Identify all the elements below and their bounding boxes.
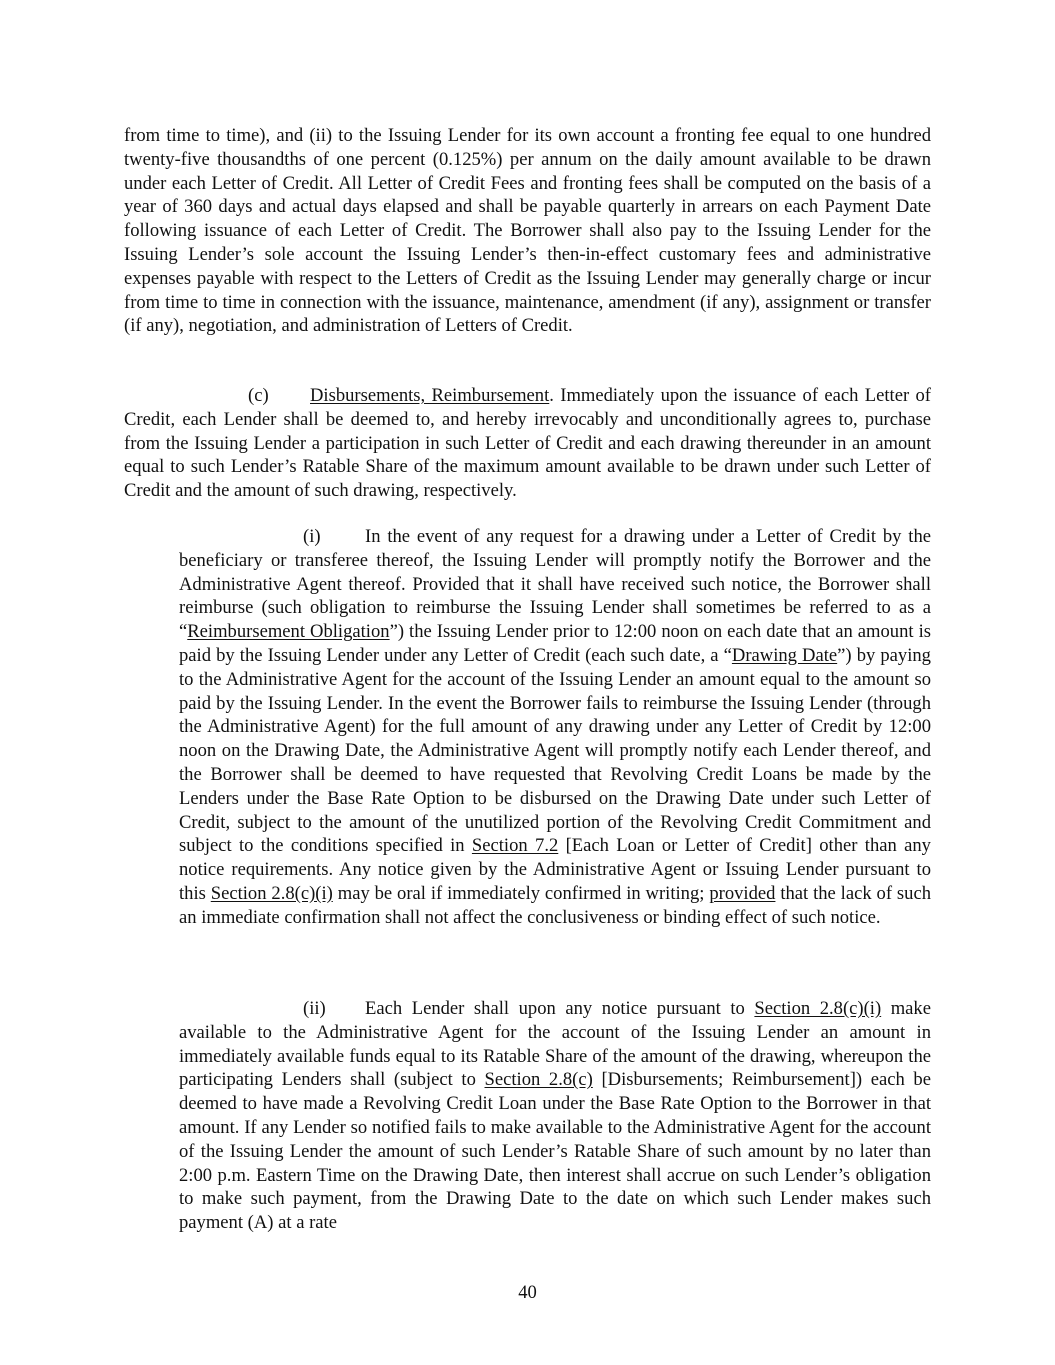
section-reference: Section 2.8(c)	[484, 1069, 593, 1091]
paragraph-text: . Immediately upon the issuance of each Letter of Credit, each Lender shall be deemed to, and hereby irrevocably and unconditionally agrees to, purchase from the Issuing Lender a participation in such Letter of Credit and each drawing thereunder in an amount equal to such Lender’s Ratable Share of the maximum amount available to be drawn under such Letter of Credit and the amount of such drawing, respectively.	[124, 385, 931, 502]
section-reference: Section 7.2	[471, 835, 559, 857]
paragraph-i-reimbursement	[179, 525, 931, 930]
paragraph-text: ”) the Issuing Lender prior to 12:00 noon on each date that an amount is paid by the Issuing Lender under any Letter of Credit (each such date, a “	[179, 621, 931, 666]
section-reference: Section 2.8(c)(i)	[754, 998, 882, 1019]
paragraph-text: may be oral if immediately confirmed in writing;	[332, 882, 710, 904]
section-reference: Section 2.8(c)(i)	[210, 882, 333, 904]
paragraph-ii-lender-funding	[179, 997, 931, 1235]
paragraph-text: from time to time), and (ii) to the Issuing Lender for its own account a fronting fee equal to one hundred twenty-five thousandths of one percent (0.125%) per annum on the daily amount available to be drawn under each Letter of Credit. All Letter of Credit Fees and fronting fees shall be computed on the basis of a year of 360 days and actual days elapsed and shall be payable quarterly in arrears on each Payment Date following issuance of each Letter of Credit. The Borrower shall also pay to the Issuing Lender for the Issuing Lender’s sole account the Issuing Lender’s then-in-effect customary fees and administrative expenses payable with respect to the Letters of Credit as the Issuing Lender may generally charge or incur from time to time in connection with the issuance, maintenance, amendment (if any), assignment or transfer (if any), negotiation, and administration of Letters of Credit.	[124, 125, 931, 337]
paragraph-text: [Each Loan or Letter of Credit] other than any notice requirements. Any notice given by the Administrative Agent or Issuing Lender pursuant to this	[179, 835, 931, 904]
paragraph-text: ”) by paying to the Administrative Agent for the account of the Issuing Lender an amount equal to the amount so paid by the Issuing Lender. In the event the Borrower fails to reimburse the Issuing Lender (through the Administrative Agent) for the full amount of any drawing under any Letter of Credit by 12:00 noon on the Drawing Date, the Administrative Agent will promptly notify each Lender thereof, and the Borrower shall be deemed to have requested that Revolving Credit Loans be made by the Lenders under the Base Rate Option to be disbursed on the Drawing Date under such Letter of Credit, subject to the amount of the unutilized portion of the Revolving Credit Commitment and subject to the conditions specified in	[179, 644, 931, 857]
paragraph-c-disbursements	[124, 384, 931, 503]
clause-number: (c)	[248, 385, 269, 406]
paragraph-text: make available to the Administrative Agent for the account of the Issuing Lender an amount in immediately available funds equal to its Ratable Share of the amount of the drawing, whereupon the participating Lenders shall (subject to	[179, 998, 931, 1091]
clause-heading: Disbursements, Reimbursement	[310, 385, 550, 406]
paragraph-fees-continuation	[124, 124, 931, 338]
clause-number: (i)	[303, 526, 321, 547]
page-number: 40	[518, 1282, 537, 1303]
clause-number: (ii)	[303, 998, 326, 1019]
paragraph-text: Each Lender shall upon any notice pursuant to	[365, 998, 755, 1019]
proviso-term: provided	[709, 882, 776, 904]
defined-term: Drawing Date	[731, 644, 838, 666]
defined-term: Reimbursement Obligation	[187, 621, 390, 643]
paragraph-text: that the lack of such an immediate confirmation shall not affect the conclusiveness or binding effect of such notice.	[179, 882, 931, 928]
paragraph-text: In the event of any request for a drawing under a Letter of Credit by the beneficiary or transferee thereof, the Issuing Lender will promptly notify the Borrower and the Administrative Agent thereof. Provided that it shall have received such notice, the Borrower shall reimburse (such obligation to reimburse the Issuing Lender shall sometimes be referred to as a “	[179, 526, 931, 643]
paragraph-text: [Disbursements; Reimbursement]) each be deemed to have made a Revolving Credit Loan under the Base Rate Option to the Borrower in that amount. If any Lender so notified fails to make available to the Administrative Agent for the account of the Issuing Lender the amount of such Lender’s Ratable Share of such amount by no later than 2:00 p.m. Eastern Time on the Drawing Date, then interest shall accrue on such Lender’s obligation to make such payment, from the Drawing Date to the date on which such Lender makes such payment (A) at a rate	[179, 1069, 931, 1234]
